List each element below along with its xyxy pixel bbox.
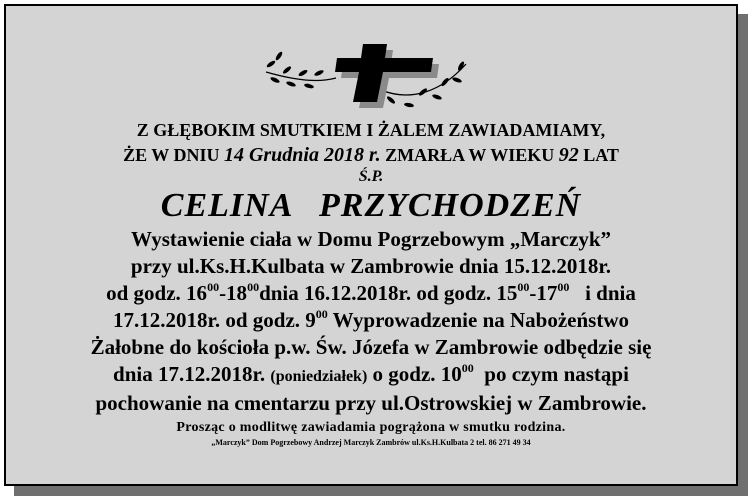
cross-with-branch-icon (261, 42, 476, 110)
cross-icon (335, 44, 439, 108)
body-line-6: dnia 17.12.2018r. (poniedziałek) o godz. $10^{00}$ po czym nastąpi (113, 361, 629, 386)
obituary-card (4, 4, 738, 486)
obituary-text (6, 118, 736, 449)
body-line-3: od godz. $16^{00}-18^{00}dnia$ 16.12.2018r. od godz. $15^{00}-17^{00}$ i dnia (106, 280, 636, 305)
deceased-name: CELINA PRZYCHODZEŃ (160, 187, 582, 224)
body-line-5: Żałobne do kościoła p.w. Św. Józefa w Zambrowie odbędzie się (90, 335, 652, 359)
funeral-home-imprint: „Marczyk” Dom Pogrzebowy Andrzej Marczyk Zambrów ul.Ks.H.Kulbata 2 tel. 86 271 49 34 (211, 438, 531, 447)
death-line-prefix: ŻE W DNIU (123, 145, 220, 165)
body-line-1: Wystawienie ciała w Domu Pogrzebowym „Marczyk” (131, 227, 611, 251)
death-date: 14 Grudnia 2018 r. (223, 144, 381, 166)
sp-label: Ś.P. (358, 168, 384, 185)
death-line (6, 143, 736, 168)
death-line-middle: ZMARŁA W WIEKU (385, 145, 555, 165)
body-line-7: pochowanie na cmentarzu przy ul.Ostrowskiej w Zambrowie. (95, 391, 647, 415)
family-signature: Prosząc o modlitwę zawiadamia pogrążona w smutku rodzina. (176, 420, 566, 435)
heading: Z GŁĘBOKIM SMUTKIEM I ŻALEM ZAWIADAMIAMY, (136, 120, 606, 140)
age: 92 (558, 144, 579, 166)
body-line-4: 17.12.2018r. od godz. $9^{00}$ Wyprowadzenie na Nabożeństwo (112, 307, 630, 332)
body-line-2: przy ul.Ks.H.Kulbata w Zambrowie dnia 15.12.2018r. (130, 254, 612, 278)
death-line-suffix: LAT (583, 145, 619, 165)
body-text (6, 226, 736, 417)
